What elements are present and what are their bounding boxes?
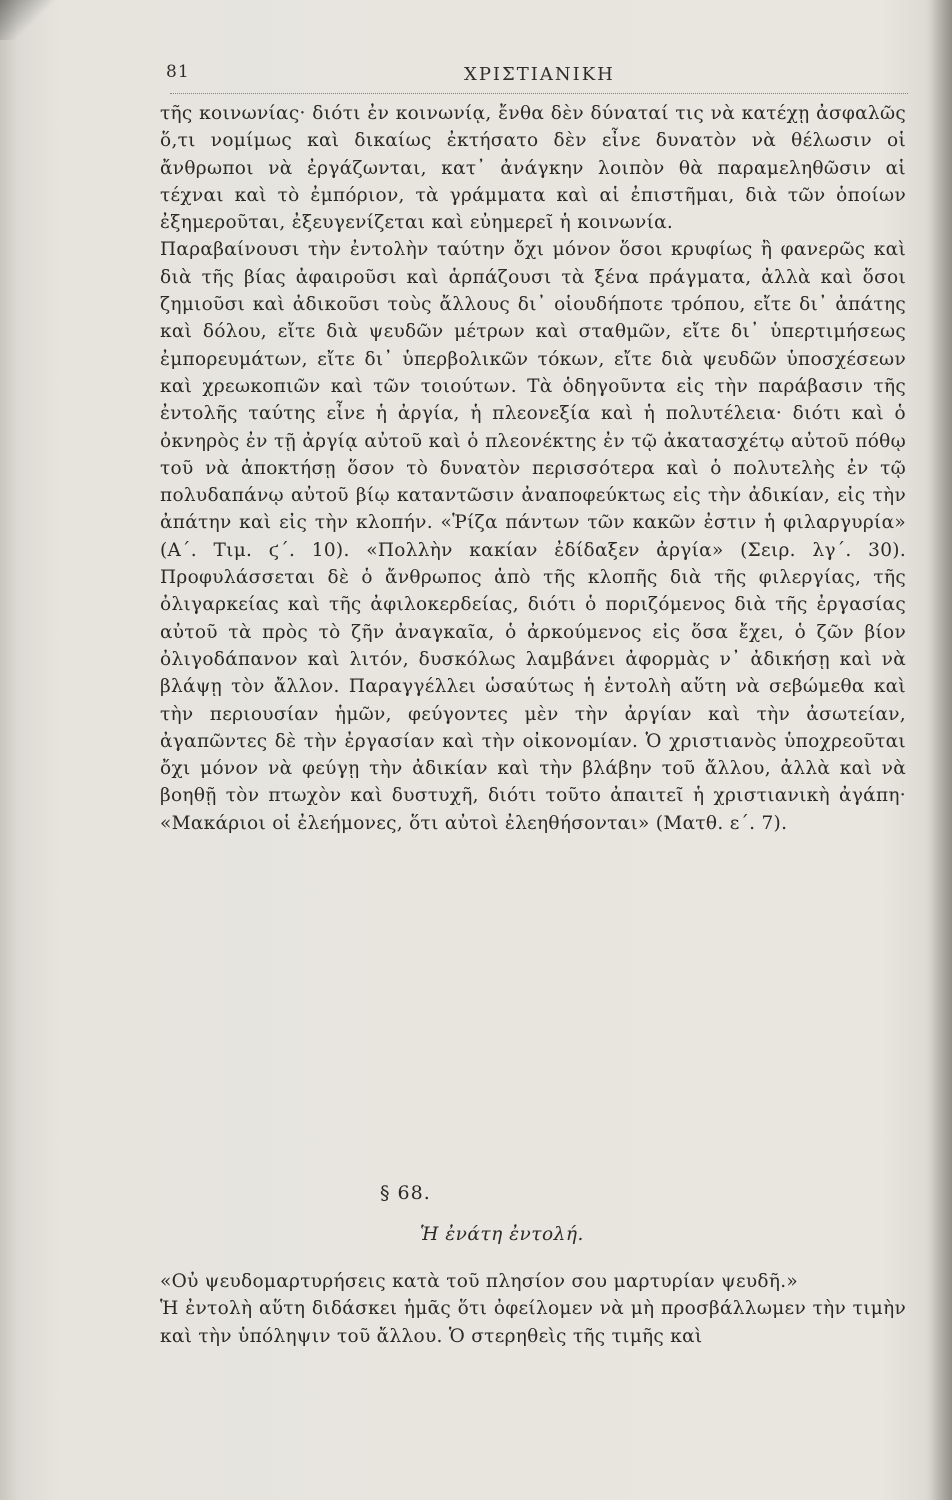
paragraph-continuation: τῆς κοινωνίας· διότι ἐν κοινωνίᾳ, ἔνθα δὲν δύναταί τις νὰ κατέχῃ ἀσφαλῶς ὅ,τι νομίμως καὶ δικαίως ἐκτήσατο δὲν εἶνε δυνατὸν νὰ θέλωσιν οἱ ἄνθρωποι νὰ ἐργάζωνται, κατ᾽ ἀνάγκην λοιπὸν θὰ παραμεληθῶσιν αἱ τέχναι καὶ τὸ ἐμπόριον, τὰ γράμματα καὶ αἱ ἐπιστῆμαι, διὰ τῶν ὁποίων ἐξημεροῦται, ἐξευγενίζεται καὶ εὐημερεῖ ἡ κοινωνία.: [160, 103, 906, 234]
paragraph-theft: Παραβαίνουσι τὴν ἐντολὴν ταύτην ὄχι μόνον ὅσοι κρυφίως ἢ φανερῶς καὶ διὰ τῆς βίας ἀφαιροῦσι καὶ ἁρπάζουσι τὰ ξένα πράγματα, ἀλλὰ καὶ ὅσοι ζημιοῦσι καὶ ἀδικοῦσι τοὺς ἄλλους δι᾽ οἱουδήποτε τρόπου, εἴτε δι᾽ ἀπάτης καὶ δόλου, εἴτε διὰ ψευδῶν μέτρων καὶ σταθμῶν, εἴτε δι᾽ ὑπερτιμήσεως ἐμπορευμάτων, εἴτε δι᾽ ὑπερβολικῶν τόκων, εἴτε διὰ ψευδῶν ὑποσχέσεων καὶ χρεωκοπιῶν καὶ τῶν τοιούτων. Τὰ ὁδηγοῦντα εἰς τὴν παράβασιν τῆς ἐντολῆς ταύτης εἶνε ἡ ἀργία, ἡ πλεονεξία καὶ ἡ πολυτέλεια· διότι καὶ ὁ ὀκνηρὸς ἐν τῇ ἀργίᾳ αὐτοῦ καὶ ὁ πλεονέκτης ἐν τῷ ἀκατασχέτῳ αὐτοῦ πόθῳ τοῦ νὰ ἀποκτήσῃ ὅσον τὸ δυνατὸν περισσότερα καὶ ὁ πολυτελὴς ἐν τῷ πολυδαπάνῳ αὐτοῦ βίῳ καταντῶσιν ἀναποφεύκτως εἰς τὴν ἀδικίαν, εἰς τὴν ἀπάτην καὶ εἰς τὴν κλοπήν. «Ῥίζα πάντων τῶν κακῶν ἐστιν ἡ φιλαργυρία» (Α΄. Τιμ. ϛ΄. 10). «Πολλὴν κακίαν ἐδίδαξεν ἀργία» (Σειρ. λγ΄. 30). Προφυλάσσεται δὲ ὁ ἄνθρωπος ἀπὸ τῆς κλοπῆς διὰ τῆς φιλεργίας, τῆς ὀλιγαρκείας καὶ τῆς ἀφιλοκερδείας, διότι ὁ ποριζόμενος διὰ τῆς ἐργασίας αὐτοῦ τὰ πρὸς τὸ ζῆν ἀναγκαῖα, ὁ ἀρκούμενος εἰς ὅσα ἔχει, ὁ ζῶν βίον ὀλιγοδάπανον καὶ λιτόν, δυσκόλως λαμβάνει ἀφορμὰς ν᾽ ἀδικήσῃ καὶ νὰ βλάψῃ τὸν ἄλλον. Παραγγέλλει ὡσαύτως ἡ ἐντολὴ αὕτη νὰ σεβώμεθα καὶ τὴν περιουσίαν ἡμῶν, φεύγοντες μὲν τὴν ἀργίαν καὶ τὴν ἀσωτείαν, ἀγαπῶντες δὲ τὴν ἐργασίαν καὶ τὴν οἰκονομίαν. Ὁ χριστιανὸς ὑποχρεοῦται ὄχι μόνον νὰ φεύγῃ τὴν ἀδικίαν καὶ τὴν βλάβην τοῦ ἄλλου, ἀλλὰ καὶ νὰ βοηθῇ τὸν πτωχὸν καὶ δυστυχῆ, διότι τοῦτο ἀπαιτεῖ ἡ χριστιανικὴ ἀγάπη· «Μακάριοι οἱ ἐλεήμονες, ὅτι αὐτοὶ ἐλεηθήσονται» (Ματθ. ε΄. 7).: [160, 239, 906, 834]
running-title: ΧΡΙΣΤΙΑΝΙΚΗ: [464, 64, 615, 85]
header-rule: [170, 90, 908, 94]
section-title: Ἡ ἐνάτη ἐντολή.: [420, 1224, 584, 1245]
section-text-block: [160, 1268, 906, 1350]
main-text-block: [160, 100, 906, 837]
section-number: § 68.: [380, 1182, 431, 1204]
page-number: 81: [166, 62, 190, 82]
page-header: [166, 62, 930, 96]
paragraph-ninth-commandment: Ἡ ἐντολὴ αὕτη διδάσκει ἡμᾶς ὅτι ὀφείλομεν νὰ μὴ προσβάλλωμεν τὴν τιμὴν καὶ τὴν ὑπόληψιν τοῦ ἄλλου. Ὁ στερηθεὶς τῆς τιμῆς καὶ: [160, 1298, 906, 1347]
corner-shadow: [0, 0, 60, 40]
spine-shadow: [930, 0, 952, 1500]
commandment-quote: «Οὐ ψευδομαρτυρήσεις κατὰ τοῦ πλησίον σου μαρτυρίαν ψευδῆ.»: [160, 1271, 799, 1292]
